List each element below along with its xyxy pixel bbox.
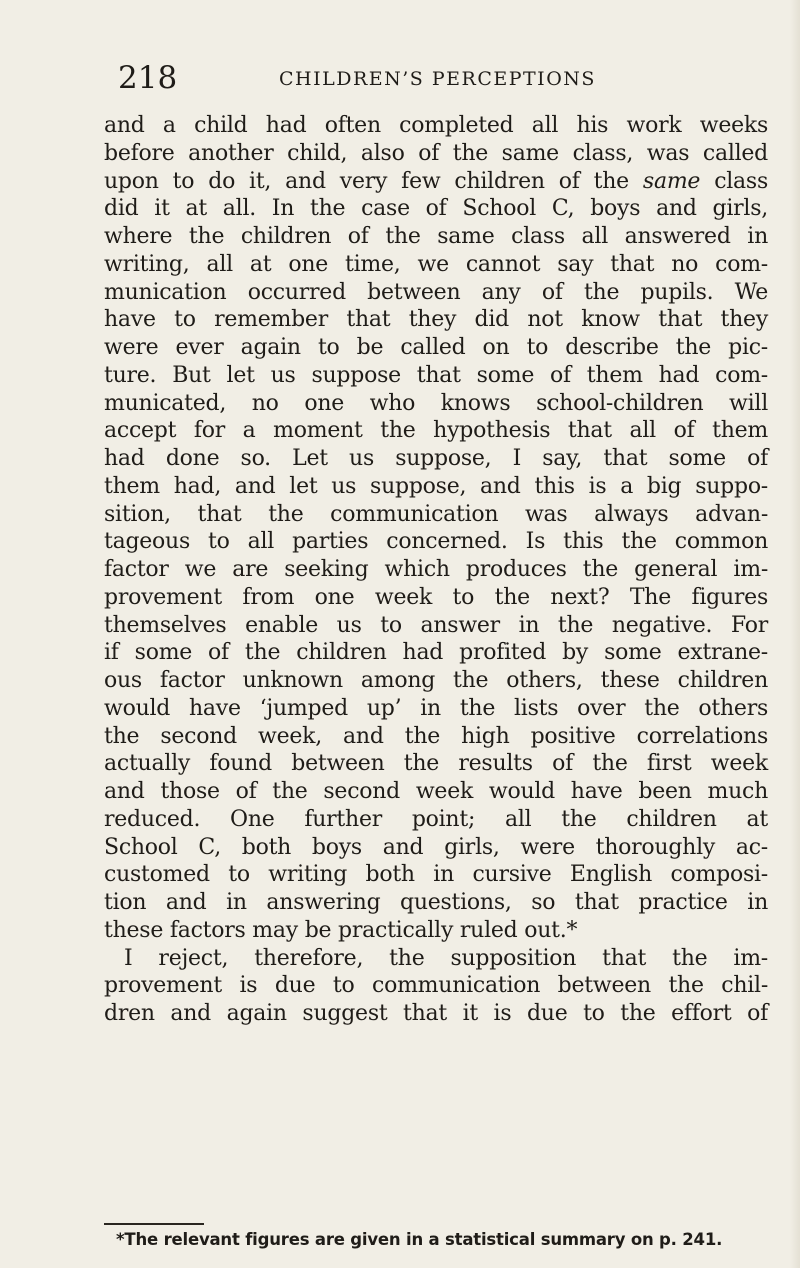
text-line (104, 834, 768, 862)
text-line (104, 945, 768, 973)
text-line (104, 750, 768, 778)
text-segment: themselves enable us to answer in the negative. For (104, 612, 768, 638)
body-text (104, 112, 768, 1028)
text-line (104, 112, 768, 140)
footnote-rule (104, 1223, 204, 1225)
text-segment: if some of the children had profited by some extrane- (104, 640, 768, 666)
text-segment: customed to writing both in cursive English composi- (104, 862, 768, 888)
text-segment: them had, and let us suppose, and this is a big suppo- (104, 473, 768, 499)
text-line (104, 279, 768, 307)
text-line (104, 168, 768, 196)
text-line (104, 528, 768, 556)
text-line (104, 1000, 768, 1028)
text-segment: dren and again suggest that it is due to the effort of (104, 1001, 768, 1026)
text-line (104, 390, 768, 418)
italic-text: same (642, 168, 701, 194)
text-line (104, 140, 768, 168)
text-segment: ture. But let us suppose that some of them had com- (104, 362, 768, 388)
text-segment: where the children of the same class all answered in (104, 224, 768, 249)
text-line (104, 417, 768, 445)
text-segment: sition, that the communication was always advan- (104, 501, 768, 527)
text-line (104, 723, 768, 751)
text-line (104, 251, 768, 279)
text-segment: reduced. One further point; all the children at (104, 806, 768, 832)
text-line (104, 695, 768, 723)
text-line (104, 806, 768, 834)
text-line (104, 972, 768, 1000)
running-head-title: CHILDREN’S PERCEPTIONS (279, 68, 596, 90)
text-line (104, 362, 768, 390)
text-line (104, 778, 768, 806)
text-line (104, 445, 768, 473)
text-line (104, 917, 768, 945)
text-line (104, 639, 768, 667)
text-segment: writing, all at one time, we cannot say that no com- (104, 251, 768, 277)
text-line (104, 501, 768, 529)
text-line (104, 223, 768, 251)
text-line (104, 473, 768, 501)
text-segment: School C, both boys and girls, were thoroughly ac- (104, 834, 768, 860)
text-segment: the second week, and the high positive correlations (104, 723, 768, 749)
text-segment: were ever again to be called on to describe the pic- (104, 335, 768, 360)
text-segment: had done so. Let us suppose, I say, that some of (104, 446, 768, 471)
text-line (104, 667, 768, 695)
text-segment: ous factor unknown among the others, these children (104, 668, 768, 693)
text-segment: before another child, also of the same class, was called (104, 140, 768, 166)
text-segment: would have ‘jumped up’ in the lists over the others (104, 695, 768, 721)
text-segment: accept for a moment the hypothesis that all of them (104, 418, 768, 444)
text-segment: have to remember that they did not know that they (104, 307, 768, 333)
text-segment: these factors may be practically ruled out.* (104, 917, 578, 943)
text-line (104, 195, 768, 223)
page-number: 218 (118, 60, 178, 96)
text-segment: tageous to all parties concerned. Is this the common (104, 529, 768, 555)
running-head (0, 60, 800, 100)
text-line (104, 556, 768, 584)
text-segment: and those of the second week would have been much (104, 779, 768, 804)
text-segment: munication occurred between any of the pupils. We (104, 279, 768, 305)
text-segment: factor we are seeking which produces the general im- (104, 557, 768, 582)
text-line (104, 334, 768, 362)
text-segment: and a child had often completed all his work weeks (104, 113, 768, 138)
text-segment: municated, no one who knows school-children will (104, 390, 768, 416)
text-segment: class (700, 168, 768, 194)
text-segment: tion and in answering questions, so that practice in (104, 890, 768, 915)
text-segment: actually found between the results of the first week (104, 751, 768, 777)
text-line (104, 584, 768, 612)
text-segment: I reject, therefore, the supposition that the im- (124, 945, 768, 971)
text-line (104, 861, 768, 889)
text-line (104, 889, 768, 917)
footnote: *The relevant figures are given in a statistical summary on p. 241. (116, 1230, 723, 1249)
text-segment: upon to do it, and very few children of the (104, 168, 643, 194)
text-line (104, 306, 768, 334)
text-segment: did it at all. In the case of School C, boys and girls, (104, 196, 768, 222)
text-line (104, 612, 768, 640)
text-segment: provement is due to communication between the chil- (104, 973, 768, 999)
page-edge-shadow (790, 0, 800, 1268)
text-segment: provement from one week to the next? The figures (104, 584, 768, 610)
